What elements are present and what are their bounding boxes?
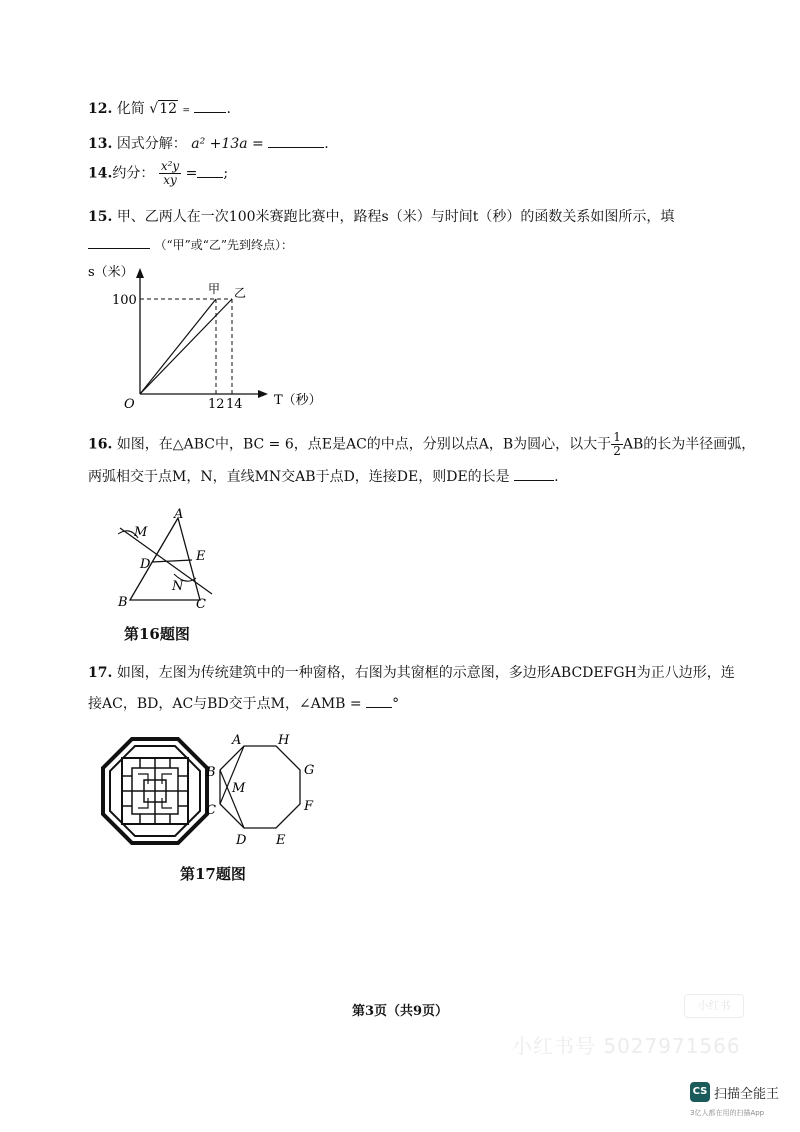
label-b: B	[206, 765, 216, 780]
question-14: 14.约分： $\frac{\text{x²y}}{xy}$ = ;	[88, 159, 229, 187]
line-jia	[140, 299, 216, 394]
y-axis-label: s（米）	[88, 265, 134, 280]
label-a: A	[232, 733, 242, 748]
label-h: H	[278, 733, 290, 748]
scanner-tagline: 3亿人都在用的扫描App	[690, 1109, 765, 1117]
label-n: N	[172, 579, 184, 594]
label-yi: 乙	[234, 286, 247, 300]
answer-blank-16	[514, 468, 554, 481]
fraction-half: $\frac{1}{2}$	[613, 430, 621, 458]
scanner-app-name: 扫描全能王	[714, 1087, 780, 1102]
label-c: C	[196, 597, 206, 612]
label-a: A	[174, 507, 184, 522]
label-m: M	[134, 525, 148, 540]
x-axis-label: T（秒）	[274, 393, 322, 408]
figure-16	[108, 508, 228, 618]
question-12: 12. 化简 √12 = .	[88, 101, 231, 117]
label-f: F	[304, 799, 314, 814]
label-jia: 甲	[208, 282, 221, 296]
label-e: E	[276, 833, 286, 848]
label-m: M	[232, 781, 246, 796]
answer-blank-15	[88, 236, 150, 249]
answer-blank-14	[197, 165, 223, 178]
line-yi	[140, 299, 232, 394]
question-16-line2: 两弧相交于点M，N，直线MN交AB于点D，连接DE，则DE的长是 .	[88, 469, 559, 485]
question-17-line1: 17. 如图，左图为传统建筑中的一种窗格，右图为其窗框的示意图，多边形ABCDEFGH为正八边形，连	[88, 665, 735, 681]
diagonal-bd	[220, 770, 244, 828]
label-b: B	[118, 595, 128, 610]
caption-16: 第16题图	[124, 625, 190, 643]
label-d: D	[236, 833, 247, 848]
question-16-line1: 16. 如图，在△ABC中，BC = 6，点E是AC的中点，分别以点A，B为圆心，以大于 $\frac{1}{2}$ AB的长为半径画弧，	[88, 430, 756, 458]
camscanner-logo-icon: CS	[690, 1082, 710, 1102]
answer-blank-12	[194, 100, 226, 113]
label-e: E	[196, 549, 206, 564]
y-tick-label: 100	[112, 293, 137, 308]
octagon-diagram	[200, 728, 330, 852]
question-15-line2: （“甲”或“乙”先到终点）：	[88, 236, 293, 253]
caption-17: 第17题图	[180, 865, 246, 883]
label-d: D	[140, 557, 151, 572]
label-g: G	[304, 763, 315, 778]
label-c: C	[206, 803, 216, 818]
fraction: $\frac{\text{x²y}}{xy}$	[160, 159, 180, 187]
origin-label: O	[124, 397, 135, 412]
radicand: 12	[159, 101, 178, 117]
question-15-line1: 15. 甲、乙两人在一次100米赛跑比赛中，路程s（米）与时间t（秒）的函数关系如图所示，填	[88, 209, 675, 225]
watermark-text: 小红书号 5027971566	[512, 1034, 741, 1058]
window-lattice-image	[100, 736, 210, 846]
answer-blank-13	[268, 135, 324, 148]
segment-de	[152, 560, 192, 562]
x-tick-12: 12	[208, 397, 225, 412]
x-tick-14: 14	[226, 397, 243, 412]
y-axis-arrow	[136, 268, 144, 278]
graph-15	[84, 262, 322, 412]
question-13: 13. 因式分解： a² +13a = .	[88, 136, 329, 152]
page-number: 第3页（共9页）	[351, 1004, 449, 1019]
answer-blank-17	[366, 695, 392, 708]
x-axis-arrow	[258, 390, 268, 398]
watermark-badge: 小红书	[684, 994, 744, 1018]
question-17-line2: 接AC，BD，AC与BD交于点M，∠AMB = °	[88, 696, 400, 712]
